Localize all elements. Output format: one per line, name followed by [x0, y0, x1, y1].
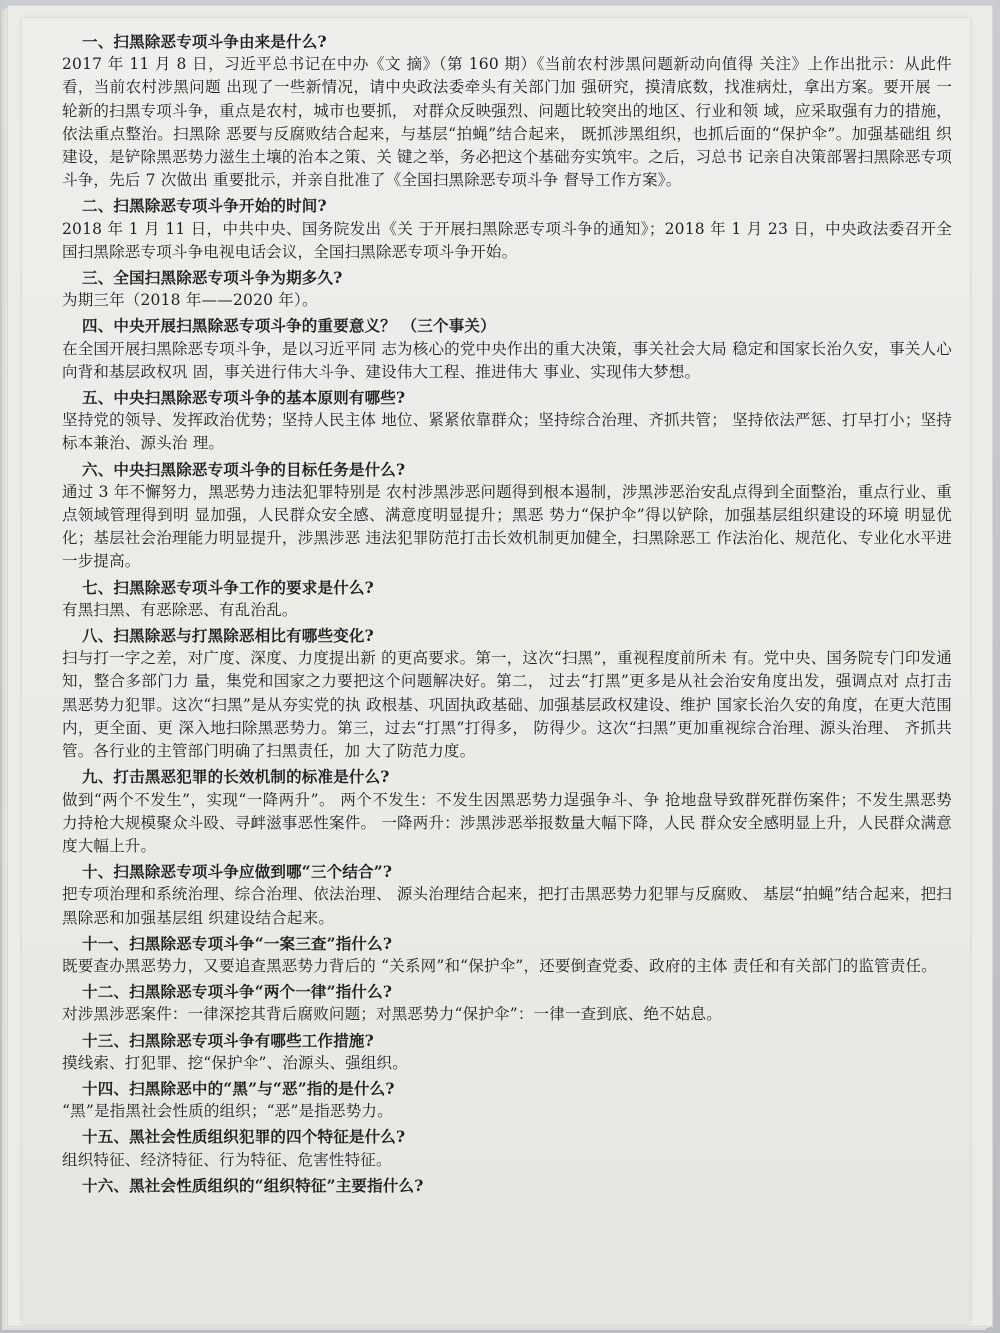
answer-6: 通过 3 年不懈努力，黑恶势力违法犯罪特别是 农村涉黑涉恶问题得到根本遏制，涉黑涉恶治安乱点得到全面整治，重点行业、重点领域管理得到明 显加强，人民群众安全感、满意度明显提升；黑恶 势力“保护伞”得以铲除，加强基层组织建设的环境 明显优化；基层社会治理能力明显提升，涉黑涉恶 违法犯罪防范打击长效机制更加健全，扫黑除恶工 作法治化、规范化、专业化水平进一步提高。	[62, 482, 952, 571]
question-7: 七、扫黑除恶专项斗争工作的要求是什么?	[82, 577, 374, 597]
answer-8: 扫与打一字之差，对广度、深度、力度提出新 的更高要求。第一，这次“扫黑”，重视程度前所未 有。党中央、国务院专门印发通知，整合多部门力 量，集党和国家之力要把这个问题解决好。第二， 过去“打黑”更多是从社会治安角度出发，强调点对 点打击黑恶势力犯罪。这次“扫黑”是从夯实党的执 政根基、巩固执政基础、加强基层政权建设、维护 国家长治久安的角度，在更大范围内，更全面、更 深入地扫除黑恶势力。第三，过去“打黑”打得多， 防得少。这次“扫黑”更加重视综合治理、源头治理、 齐抓共管。各行业的主管部门明确了扫黑责任，加 大了防范力度。	[62, 649, 953, 761]
question-8: 八、扫黑除恶与打黑除恶相比有哪些变化?	[82, 626, 374, 646]
answer-14: “黑”是指黑社会性质的组织；“恶”是指恶势力。	[62, 1102, 393, 1121]
question-5: 五、中央扫黑除恶专项斗争的基本原则有哪些?	[82, 388, 406, 408]
question-6: 六、中央扫黑除恶专项斗争的目标任务是什么?	[82, 459, 406, 479]
answer-10: 把专项治理和系统治理、综合治理、依法治理、 源头治理结合起来，把打击黑恶势力犯罪与反腐败、 基层“拍蝇”结合起来，把扫黑除恶和加强基层组 织建设结合起来。	[62, 885, 953, 927]
question-9: 九、打击黑恶犯罪的长效机制的标准是什么?	[82, 767, 390, 787]
answer-7: 有黑扫黑、有恶除恶、有乱治乱。	[62, 600, 298, 619]
question-10: 十、扫黑除恶专项斗争应做到哪“三个结合”?	[82, 862, 393, 882]
question-15: 十五、黑社会性质组织犯罪的四个特征是什么?	[82, 1127, 406, 1147]
answer-9: 做到“两个不发生”，实现“一降两升”。 两个不发生：不发生因黑恶势力逞强争斗、争 抢地盘导致群死群伤案件；不发生黑恶势力持枪大规模聚众斗殴、寻衅滋事恶性案件。 一降两升：涉黑涉恶举报数量大幅下降，人民 群众安全感明显上升，人民群众满意度大幅上升。	[62, 790, 952, 855]
question-11: 十一、扫黑除恶专项斗争“一案三查”指什么?	[82, 933, 393, 953]
question-16: 十六、黑社会性质组织的“组织特征”主要指什么?	[82, 1175, 424, 1195]
answer-12: 对涉黑涉恶案件：一律深挖其背后腐败问题；对黑恶势力“保护伞”：一律一查到底、绝不姑息。	[62, 1005, 722, 1024]
question-13: 十三、扫黑除恶专项斗争有哪些工作措施?	[82, 1030, 374, 1050]
document-content	[62, 28, 952, 1197]
answer-11: 既要查办黑恶势力，又要追查黑恶势力背后的 “关系网”和“保护伞”，还要倒查党委、政府的主体 责任和有关部门的监管责任。	[62, 956, 937, 975]
question-12: 十二、扫黑除恶专项斗争“两个一律”指什么?	[82, 982, 393, 1002]
question-4: 四、中央开展扫黑除恶专项斗争的重要意义？ （三个事关）	[82, 316, 496, 336]
document-page	[22, 18, 970, 1324]
answer-3: 为期三年（2018 年——2020 年）。	[62, 291, 318, 310]
answer-4: 在全国开展扫黑除恶专项斗争，是以习近平同 志为核心的党中央作出的重大决策，事关社会大局 稳定和国家长治久安，事关人心向背和基层政权巩 固，事关进行伟大斗争、建设伟大工程、推进伟大 事业、实现伟大梦想。	[62, 339, 952, 381]
answer-5: 坚持党的领导、发挥政治优势；坚持人民主体 地位、紧紧依靠群众；坚持综合治理、齐抓共管； 坚持依法严惩、打早打小；坚持标本兼治、源头治 理。	[62, 411, 952, 453]
question-1: 一、扫黑除恶专项斗争由来是什么?	[82, 32, 327, 51]
question-14: 十四、扫黑除恶中的“黑”与“恶”指的是什么?	[82, 1078, 395, 1098]
answer-15: 组织特征、经济特征、行为特征、危害性特征。	[62, 1150, 392, 1169]
question-3: 三、全国扫黑除恶专项斗争为期多久?	[82, 268, 343, 288]
answer-1: 2017 年 11 月 8 日，习近平总书记在中办《文 摘》（第 160 期）《当前农村涉黑问题新动向值得 关注》上作出批示：从此件看，当前农村涉黑问题 出现了一些新情况，请中央政法委牵头有关部门加 强研究，摸清底数，找准病灶，拿出方案。要开展 一轮新的扫黑专项斗争，重点是农村，城市也要抓， 对群众反映强烈、问题比较突出的地区、行业和领 域，应采取强有力的措施，依法重点整治。扫黑除 恶要与反腐败结合起来，与基层“拍蝇”结合起来， 既抓涉黑组织，也抓后面的“保护伞”。加强基础组 织建设，是铲除黑恶势力滋生土壤的治本之策、关 键之举，务必把这个基础夯实筑牢。之后，习总书 记亲自决策部署扫黑除恶专项斗争，先后 7 次做出 重要批示，并亲自批准了《全国扫黑除恶专项斗争 督导工作方案》。	[62, 55, 952, 190]
answer-2: 2018 年 1 月 11 日，中共中央、国务院发出《关 于开展扫黑除恶专项斗争的通知》；2018 年 1 月 23 日，中央政法委召开全国扫黑除恶专项斗争电视电话会议，全国扫黑除恶专项斗争开始。	[62, 219, 952, 261]
answer-13: 摸线索、打犯罪、挖“保护伞”、治源头、强组织。	[62, 1053, 408, 1072]
question-2: 二、扫黑除恶专项斗争开始的时间?	[82, 196, 327, 216]
